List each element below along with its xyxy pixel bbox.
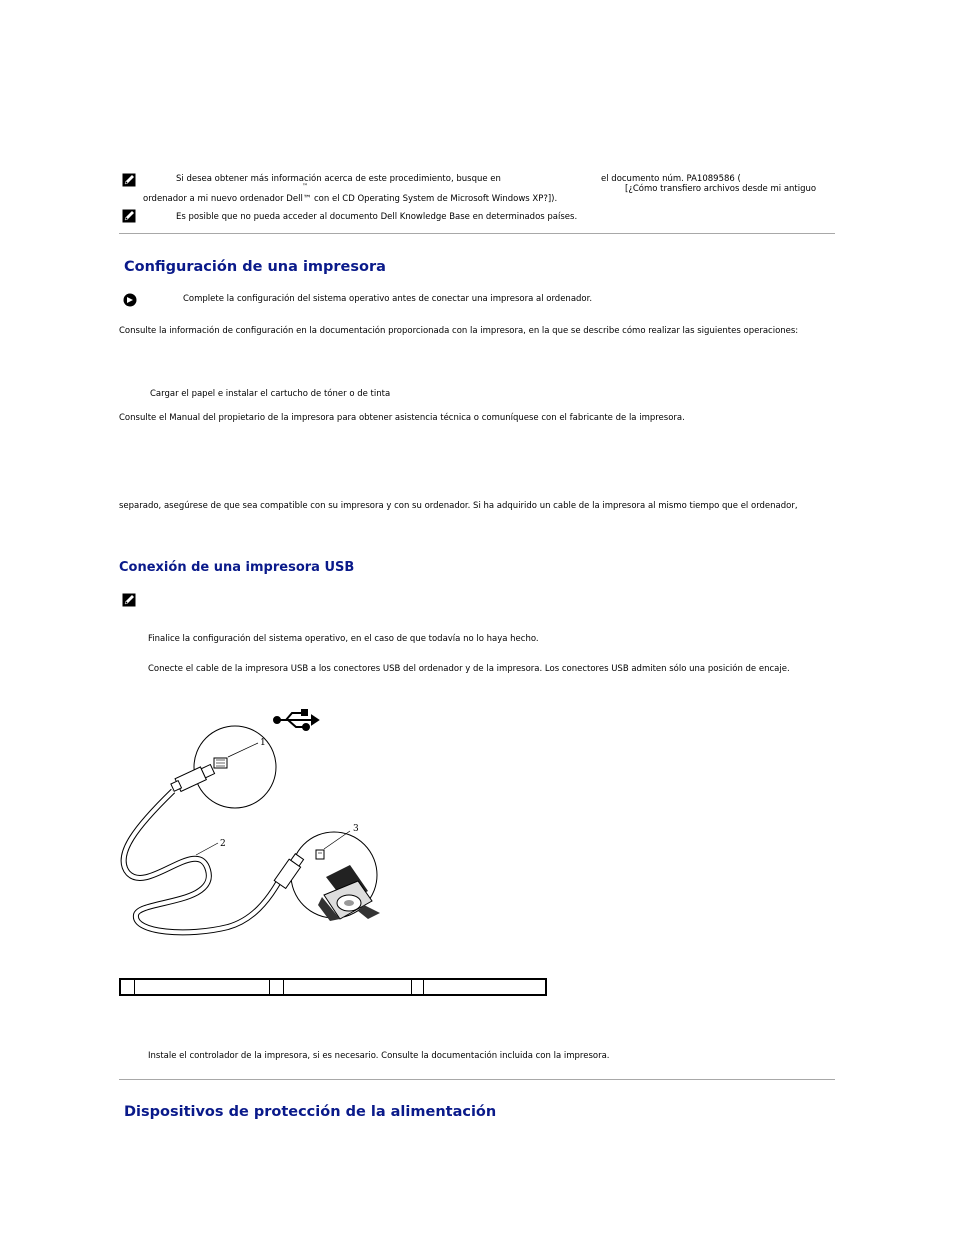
callout-legend-table — [119, 978, 547, 996]
note2-text: Es posible que no pueda acceder al documento Dell Knowledge Base en determinados países. — [176, 212, 578, 222]
legend-cell — [270, 980, 284, 994]
usb-step-os: Finalice la configuración del sistema operativo, en el caso de que todavía no lo haya hecho. — [148, 634, 539, 644]
callout-3: 3 — [353, 824, 359, 834]
note1-text-a: Si desea obtener más información acerca de este procedimiento, busque en — [176, 174, 501, 184]
printer-support: Consulte el Manual del propietario de la impresora para obtener asistencia técnica o comuníquese con el fabricante de la impresora. — [119, 413, 685, 423]
callout-2: 2 — [220, 839, 226, 849]
note1-trademark: ™ — [302, 183, 308, 190]
legend-cell — [121, 980, 135, 994]
usb-icon — [274, 710, 318, 730]
section-title-printer: Configuración de una impresora — [124, 259, 386, 275]
pencil-note-icon — [122, 209, 136, 223]
notice-icon — [123, 293, 137, 307]
note1-text-b: el documento núm. PA1089586 ( — [601, 174, 741, 184]
usb-printer-illustration — [118, 705, 388, 937]
legend-cell — [135, 980, 270, 994]
pencil-note-icon — [122, 593, 136, 607]
section-title-power: Dispositivos de protección de la alimentación — [124, 1104, 497, 1120]
usb-step-driver: Instale el controlador de la impresora, si es necesario. Consulte la documentación incluida con la impresora. — [148, 1051, 610, 1061]
notice-text: Complete la configuración del sistema operativo antes de conectar una impresora al ordenador. — [183, 294, 593, 304]
callout-1: 1 — [260, 738, 266, 748]
printer-intro: Consulte la información de configuración en la documentación proporcionada con la impresora, en la que se describe cómo realizar las siguientes operaciones: — [119, 326, 799, 336]
legend-cell — [424, 980, 545, 994]
section-divider — [119, 1079, 835, 1080]
legend-cell — [412, 980, 424, 994]
printer-bullet-paper: Cargar el papel e instalar el cartucho de tóner o de tinta — [150, 389, 391, 399]
legend-cell — [284, 980, 412, 994]
note1-text-c: ordenador a mi nuevo ordenador Dell™ con el CD Operating System de Microsoft Windows XP?]). — [143, 194, 558, 204]
pencil-note-icon — [122, 173, 136, 187]
section-title-usb: Conexión de una impresora USB — [119, 560, 355, 575]
usb-step-connect: Conecte el cable de la impresora USB a los conectores USB del ordenador y de la impresora. Los conectores USB admiten sólo una posición de encaje. — [148, 664, 790, 674]
printer-cable-text: separado, asegúrese de que sea compatible con su impresora y con su ordenador. Si ha adquirido un cable de la impresora al mismo tiempo que el ordenador, — [119, 501, 798, 511]
note1-text-right: [¿Cómo transfiero archivos desde mi antiguo — [625, 184, 817, 194]
section-divider — [119, 233, 835, 234]
